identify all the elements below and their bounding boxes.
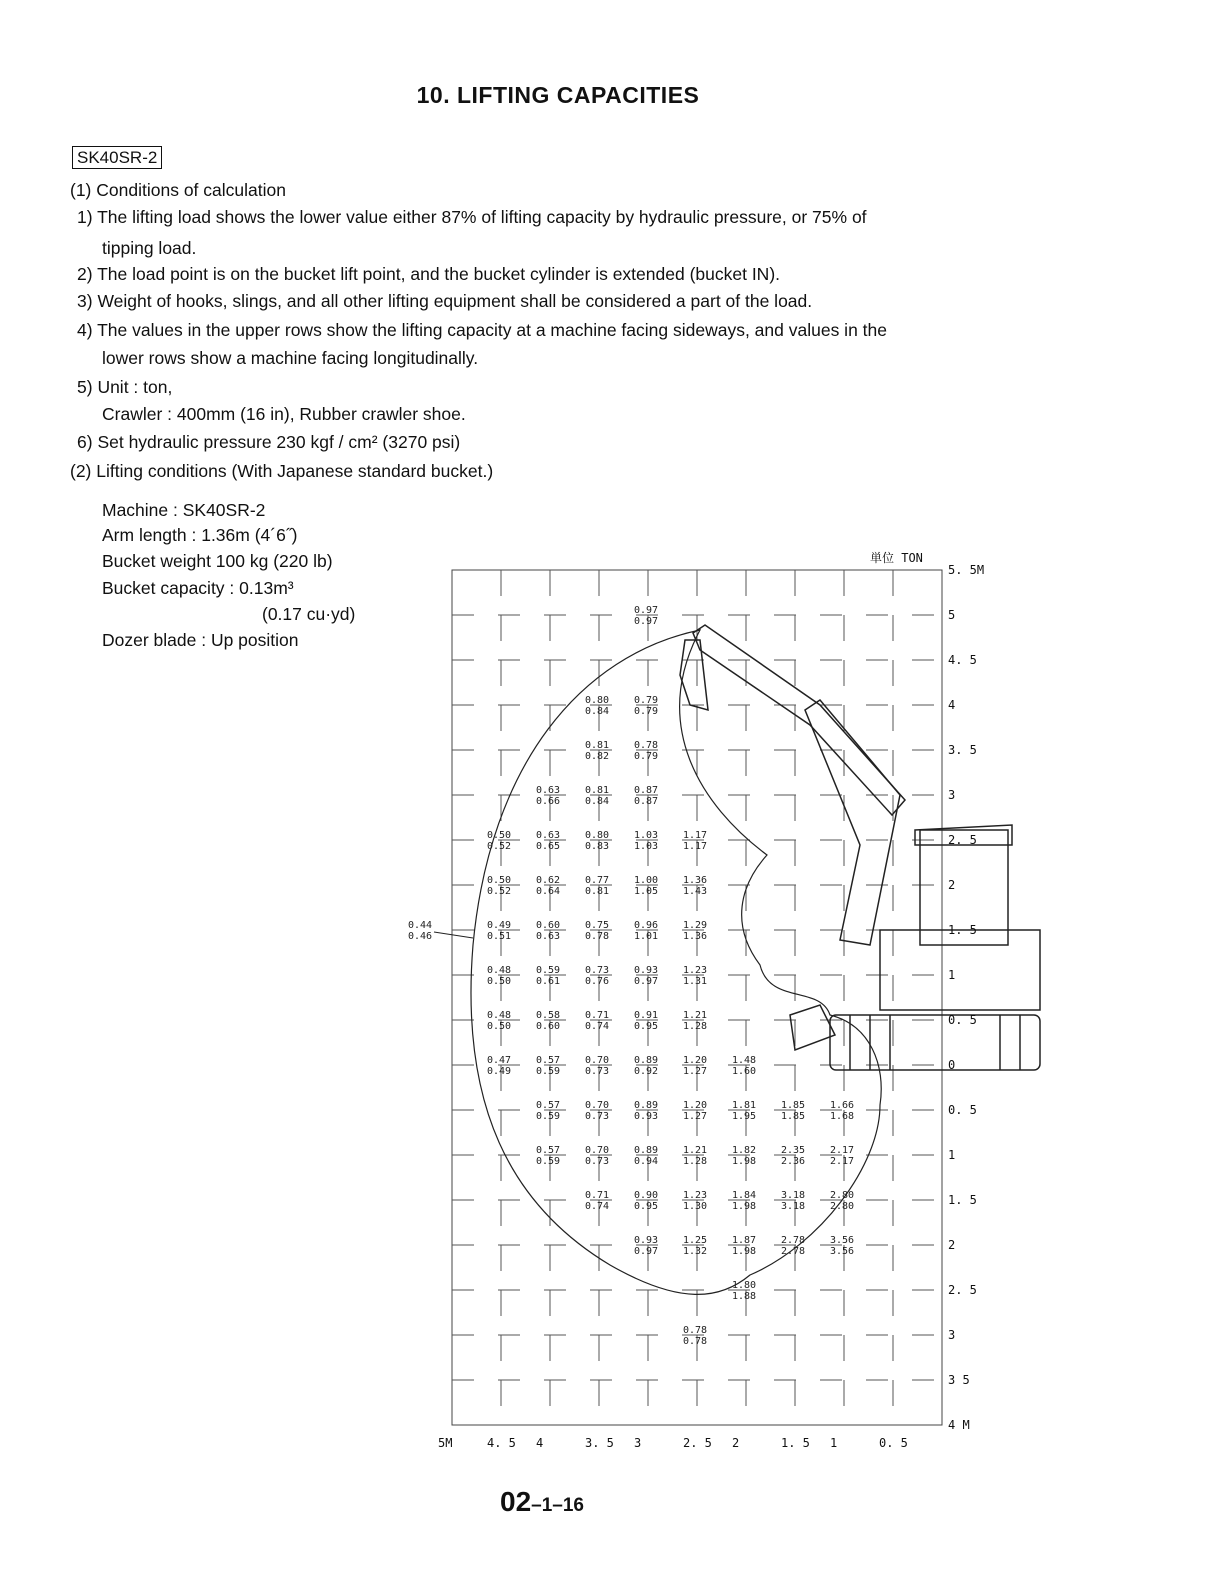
capacity-point bbox=[487, 1055, 511, 1077]
capacity-value-longitudinal: 2.17 bbox=[830, 1156, 855, 1167]
capacity-point bbox=[585, 695, 609, 717]
capacity-value-sideways: 0.93 bbox=[634, 1235, 659, 1246]
height-tick-label: 2 bbox=[948, 878, 956, 892]
capacity-point bbox=[683, 830, 707, 852]
capacity-point bbox=[536, 785, 560, 807]
condition-line: 4) The values in the upper rows show the lifting capacity at a machine facing sideways, and values in the bbox=[77, 320, 887, 340]
radius-tick-label: 4 bbox=[536, 1436, 544, 1450]
working-range-envelope bbox=[471, 630, 881, 1294]
capacity-value-sideways: 1.36 bbox=[683, 875, 708, 886]
capacity-value-sideways: 0.70 bbox=[585, 1145, 610, 1156]
capacity-value-sideways: 1.00 bbox=[634, 875, 659, 886]
excavator-illustration bbox=[680, 625, 1040, 1070]
capacity-point bbox=[536, 1100, 560, 1122]
capacity-value-sideways: 1.23 bbox=[683, 1190, 708, 1201]
capacity-value-sideways: 0.89 bbox=[634, 1100, 659, 1111]
capacity-value-longitudinal: 0.97 bbox=[634, 976, 659, 987]
height-tick-label: 4 bbox=[948, 698, 956, 712]
condition-line: tipping load. bbox=[102, 238, 197, 258]
height-tick-label: 3 bbox=[948, 1328, 956, 1342]
radius-tick-label: 1 bbox=[830, 1436, 838, 1450]
height-tick-label: 5. 5M bbox=[948, 563, 985, 577]
excavator-body bbox=[880, 930, 1040, 1010]
capacity-value-longitudinal: 1.28 bbox=[683, 1021, 708, 1032]
capacity-value-longitudinal: 0.79 bbox=[634, 751, 659, 762]
capacity-point bbox=[536, 830, 560, 852]
height-tick-label: 0 bbox=[948, 1058, 956, 1072]
capacity-value-longitudinal: 0.50 bbox=[487, 976, 512, 987]
radius-tick-label: 1. 5 bbox=[781, 1436, 810, 1450]
capacity-value-sideways: 1.81 bbox=[732, 1100, 757, 1111]
capacity-value-longitudinal: 0.51 bbox=[487, 931, 512, 942]
capacity-value-longitudinal: 1.27 bbox=[683, 1066, 708, 1077]
radius-tick-label: 2 bbox=[732, 1436, 740, 1450]
height-tick-label: 1 bbox=[948, 1148, 956, 1162]
height-tick-label: 3 bbox=[948, 788, 956, 802]
capacity-value-longitudinal: 1.32 bbox=[683, 1246, 708, 1257]
capacity-value-longitudinal: 1.27 bbox=[683, 1111, 708, 1122]
capacity-point bbox=[634, 830, 658, 852]
spec-bucket-capacity: Bucket capacity : 0.13m³ bbox=[102, 578, 294, 598]
capacity-value-sideways: 1.17 bbox=[683, 830, 708, 841]
unit-label: 単位 TON bbox=[870, 551, 923, 565]
capacity-point bbox=[683, 1055, 707, 1077]
capacity-value-longitudinal: 0.83 bbox=[585, 841, 610, 852]
capacity-point bbox=[585, 1145, 609, 1167]
spec-arm-length: Arm length : 1.36m (4´6˝) bbox=[102, 525, 298, 545]
capacity-point bbox=[585, 1190, 609, 1212]
capacity-value-sideways: 0.96 bbox=[634, 920, 659, 931]
capacity-value-longitudinal: 0.66 bbox=[536, 796, 561, 807]
capacity-point bbox=[732, 1190, 756, 1212]
capacity-point bbox=[683, 1100, 707, 1122]
capacity-value-sideways: 1.21 bbox=[683, 1010, 708, 1021]
capacity-point bbox=[732, 1280, 756, 1302]
capacity-value-sideways: 1.80 bbox=[732, 1280, 757, 1291]
capacity-value-sideways: 0.44 bbox=[408, 920, 433, 931]
page-title: 10. LIFTING CAPACITIES bbox=[416, 82, 700, 108]
lifting-capacity-chart bbox=[400, 545, 1060, 1470]
capacity-value-sideways: 0.50 bbox=[487, 875, 512, 886]
capacity-value-longitudinal: 0.52 bbox=[487, 886, 512, 897]
capacity-point bbox=[585, 1055, 609, 1077]
spec-bucket-capacity-imperial: (0.17 cu·yd) bbox=[262, 604, 356, 624]
capacity-value-sideways: 1.48 bbox=[732, 1055, 757, 1066]
height-tick-label: 4. 5 bbox=[948, 653, 977, 667]
capacity-value-sideways: 0.48 bbox=[487, 965, 512, 976]
capacity-point bbox=[487, 965, 511, 987]
capacity-point bbox=[781, 1100, 805, 1122]
capacity-value-longitudinal: 1.68 bbox=[830, 1111, 855, 1122]
capacity-value-longitudinal: 0.97 bbox=[634, 1246, 659, 1257]
height-tick-label: 3. 5 bbox=[948, 743, 977, 757]
capacity-value-sideways: 0.63 bbox=[536, 785, 561, 796]
excavator-arm bbox=[805, 700, 900, 945]
capacity-value-sideways: 0.71 bbox=[585, 1010, 610, 1021]
capacity-value-sideways: 3.56 bbox=[830, 1235, 855, 1246]
capacity-value-longitudinal: 1.60 bbox=[732, 1066, 757, 1077]
capacity-value-longitudinal: 0.84 bbox=[585, 706, 610, 717]
capacity-point bbox=[634, 920, 658, 942]
capacity-point bbox=[781, 1235, 805, 1257]
height-tick-label: 2. 5 bbox=[948, 1283, 977, 1297]
capacity-value-sideways: 0.79 bbox=[634, 695, 659, 706]
capacity-value-sideways: 0.57 bbox=[536, 1100, 561, 1111]
capacity-value-sideways: 2.80 bbox=[830, 1190, 855, 1201]
capacity-value-sideways: 3.18 bbox=[781, 1190, 806, 1201]
capacity-value-sideways: 0.93 bbox=[634, 965, 659, 976]
capacity-point bbox=[536, 965, 560, 987]
capacity-point bbox=[634, 1055, 658, 1077]
capacity-value-longitudinal: 2.78 bbox=[781, 1246, 806, 1257]
capacity-value-longitudinal: 0.63 bbox=[536, 931, 561, 942]
capacity-value-sideways: 0.57 bbox=[536, 1145, 561, 1156]
capacity-value-longitudinal: 1.05 bbox=[634, 886, 659, 897]
capacity-point bbox=[585, 740, 609, 762]
capacity-point bbox=[634, 965, 658, 987]
capacity-point bbox=[683, 1145, 707, 1167]
capacity-value-sideways: 1.25 bbox=[683, 1235, 708, 1246]
capacity-value-sideways: 0.63 bbox=[536, 830, 561, 841]
capacity-value-longitudinal: 0.61 bbox=[536, 976, 561, 987]
capacity-value-sideways: 0.80 bbox=[585, 695, 610, 706]
capacity-point bbox=[683, 1010, 707, 1032]
height-tick-label: 1. 5 bbox=[948, 1193, 977, 1207]
capacity-value-sideways: 0.87 bbox=[634, 785, 659, 796]
capacity-point bbox=[830, 1100, 854, 1122]
capacity-value-sideways: 0.97 bbox=[634, 605, 659, 616]
capacity-point bbox=[634, 1190, 658, 1212]
condition-line: 3) Weight of hooks, slings, and all other lifting equipment shall be considered a part of the load. bbox=[77, 291, 813, 311]
model-tag: SK40SR-2 bbox=[72, 146, 162, 169]
capacity-value-sideways: 0.60 bbox=[536, 920, 561, 931]
capacity-value-longitudinal: 2.36 bbox=[781, 1156, 806, 1167]
capacity-value-longitudinal: 0.93 bbox=[634, 1111, 659, 1122]
condition-line: 5) Unit : ton, bbox=[77, 377, 173, 397]
radius-tick-label: 3. 5 bbox=[585, 1436, 614, 1450]
capacity-value-longitudinal: 0.52 bbox=[487, 841, 512, 852]
capacity-value-sideways: 0.81 bbox=[585, 740, 610, 751]
height-tick-label: 2. 5 bbox=[948, 833, 977, 847]
capacity-value-longitudinal: 0.74 bbox=[585, 1201, 610, 1212]
capacity-value-longitudinal: 0.74 bbox=[585, 1021, 610, 1032]
capacity-value-sideways: 1.87 bbox=[732, 1235, 757, 1246]
capacity-value-sideways: 0.90 bbox=[634, 1190, 659, 1201]
capacity-value-sideways: 0.78 bbox=[683, 1325, 708, 1336]
capacity-value-sideways: 0.47 bbox=[487, 1055, 512, 1066]
capacity-value-sideways: 0.78 bbox=[634, 740, 659, 751]
capacity-point bbox=[585, 920, 609, 942]
capacity-value-longitudinal: 1.43 bbox=[683, 886, 708, 897]
height-tick-label: 1. 5 bbox=[948, 923, 977, 937]
capacity-value-sideways: 0.58 bbox=[536, 1010, 561, 1021]
capacity-point bbox=[683, 920, 707, 942]
capacity-value-longitudinal: 0.59 bbox=[536, 1066, 561, 1077]
capacity-point bbox=[487, 875, 511, 897]
capacity-value-longitudinal: 1.88 bbox=[732, 1291, 757, 1302]
chart-axis-labels bbox=[438, 551, 984, 1450]
capacity-value-sideways: 1.66 bbox=[830, 1100, 855, 1111]
capacity-point bbox=[634, 875, 658, 897]
capacity-point bbox=[536, 1010, 560, 1032]
capacity-point bbox=[585, 785, 609, 807]
spec-machine: Machine : SK40SR-2 bbox=[102, 500, 266, 520]
capacity-point bbox=[732, 1100, 756, 1122]
capacity-value-longitudinal: 0.65 bbox=[536, 841, 561, 852]
capacity-value-sideways: 0.57 bbox=[536, 1055, 561, 1066]
capacity-value-longitudinal: 1.01 bbox=[634, 931, 659, 942]
capacity-point bbox=[683, 875, 707, 897]
capacity-value-longitudinal: 0.59 bbox=[536, 1156, 561, 1167]
height-tick-label: 5 bbox=[948, 608, 956, 622]
capacity-value-longitudinal: 1.98 bbox=[732, 1201, 757, 1212]
excavator-bucket bbox=[680, 640, 708, 710]
capacity-value-sideways: 0.75 bbox=[585, 920, 610, 931]
capacity-value-longitudinal: 0.87 bbox=[634, 796, 659, 807]
capacity-point bbox=[683, 965, 707, 987]
radius-tick-label: 2. 5 bbox=[683, 1436, 712, 1450]
height-tick-label: 3 5 bbox=[948, 1373, 970, 1387]
capacity-value-longitudinal: 0.95 bbox=[634, 1201, 659, 1212]
capacity-point bbox=[634, 1235, 658, 1257]
capacity-point bbox=[536, 920, 560, 942]
capacity-value-longitudinal: 0.82 bbox=[585, 751, 610, 762]
capacity-point bbox=[781, 1145, 805, 1167]
capacity-value-sideways: 1.82 bbox=[732, 1145, 757, 1156]
capacity-value-longitudinal: 0.81 bbox=[585, 886, 610, 897]
capacity-value-longitudinal: 0.59 bbox=[536, 1111, 561, 1122]
condition-line: 1) The lifting load shows the lower value either 87% of lifting capacity by hydraulic pressure, or 75% of bbox=[77, 207, 867, 227]
capacity-value-longitudinal: 0.95 bbox=[634, 1021, 659, 1032]
excavator-boom bbox=[693, 625, 905, 815]
capacity-value-sideways: 0.48 bbox=[487, 1010, 512, 1021]
capacity-point bbox=[487, 830, 511, 852]
capacity-point bbox=[536, 1055, 560, 1077]
capacity-value-longitudinal: 0.73 bbox=[585, 1156, 610, 1167]
height-tick-label: 1 bbox=[948, 968, 956, 982]
capacity-value-sideways: 0.81 bbox=[585, 785, 610, 796]
condition-line: (2) Lifting conditions (With Japanese standard bucket.) bbox=[70, 461, 494, 481]
capacity-value-sideways: 2.78 bbox=[781, 1235, 806, 1246]
capacity-point bbox=[683, 1190, 707, 1212]
capacity-value-sideways: 1.03 bbox=[634, 830, 659, 841]
spec-dozer-blade: Dozer blade : Up position bbox=[102, 630, 299, 650]
page-number: 02–1–16 bbox=[500, 1486, 584, 1517]
capacity-value-longitudinal: 1.28 bbox=[683, 1156, 708, 1167]
capacity-value-longitudinal: 0.78 bbox=[683, 1336, 708, 1347]
capacity-value-sideways: 0.62 bbox=[536, 875, 561, 886]
capacity-point bbox=[634, 695, 658, 717]
height-tick-label: 4 M bbox=[948, 1418, 970, 1432]
radius-tick-label: 4. 5 bbox=[487, 1436, 516, 1450]
chart-grid bbox=[452, 570, 942, 1425]
height-tick-label: 0. 5 bbox=[948, 1013, 977, 1027]
capacity-point bbox=[732, 1235, 756, 1257]
capacity-value-sideways: 1.85 bbox=[781, 1100, 806, 1111]
capacity-value-longitudinal: 1.85 bbox=[781, 1111, 806, 1122]
condition-line: lower rows show a machine facing longitudinally. bbox=[102, 348, 479, 368]
capacity-value-longitudinal: 0.78 bbox=[585, 931, 610, 942]
capacity-value-longitudinal: 1.31 bbox=[683, 976, 708, 987]
condition-line: (1) Conditions of calculation bbox=[70, 180, 286, 200]
capacity-value-sideways: 0.59 bbox=[536, 965, 561, 976]
capacity-value-longitudinal: 1.98 bbox=[732, 1156, 757, 1167]
capacity-value-longitudinal: 1.95 bbox=[732, 1111, 757, 1122]
capacity-point bbox=[830, 1145, 854, 1167]
capacity-point bbox=[487, 920, 511, 942]
capacity-value-sideways: 0.49 bbox=[487, 920, 512, 931]
capacity-value-longitudinal: 0.73 bbox=[585, 1066, 610, 1077]
capacity-value-longitudinal: 0.84 bbox=[585, 796, 610, 807]
capacity-value-sideways: 2.35 bbox=[781, 1145, 806, 1156]
capacity-value-longitudinal: 3.18 bbox=[781, 1201, 806, 1212]
capacity-value-sideways: 0.89 bbox=[634, 1145, 659, 1156]
capacity-value-longitudinal: 0.92 bbox=[634, 1066, 659, 1077]
capacity-point bbox=[536, 875, 560, 897]
excavator-crawler bbox=[830, 1015, 1040, 1070]
capacity-value-sideways: 1.29 bbox=[683, 920, 708, 931]
capacity-point bbox=[683, 1325, 707, 1347]
capacity-point bbox=[781, 1190, 805, 1212]
capacity-value-longitudinal: 0.73 bbox=[585, 1111, 610, 1122]
capacity-point bbox=[585, 1010, 609, 1032]
capacity-point bbox=[634, 785, 658, 807]
capacity-point bbox=[634, 1145, 658, 1167]
condition-line: 2) The load point is on the bucket lift point, and the bucket cylinder is extended (bucket IN). bbox=[77, 264, 781, 284]
capacity-points bbox=[408, 605, 854, 1347]
radius-tick-label: 3 bbox=[634, 1436, 642, 1450]
capacity-value-longitudinal: 3.56 bbox=[830, 1246, 855, 1257]
capacity-point bbox=[830, 1235, 854, 1257]
capacity-point bbox=[585, 1100, 609, 1122]
capacity-value-sideways: 1.21 bbox=[683, 1145, 708, 1156]
capacity-value-sideways: 0.91 bbox=[634, 1010, 659, 1021]
capacity-value-longitudinal: 0.50 bbox=[487, 1021, 512, 1032]
capacity-value-longitudinal: 1.36 bbox=[683, 931, 708, 942]
capacity-value-longitudinal: 0.94 bbox=[634, 1156, 659, 1167]
radius-tick-label: 0. 5 bbox=[879, 1436, 908, 1450]
condition-line: 6) Set hydraulic pressure 230 kgf / cm² (3270 psi) bbox=[77, 432, 461, 452]
capacity-point bbox=[634, 605, 658, 627]
leader-line bbox=[434, 932, 473, 938]
capacity-point bbox=[585, 830, 609, 852]
spec-bucket-weight: Bucket weight 100 kg (220 lb) bbox=[102, 551, 333, 571]
capacity-point bbox=[634, 1010, 658, 1032]
capacity-value-sideways: 0.71 bbox=[585, 1190, 610, 1201]
capacity-value-sideways: 1.84 bbox=[732, 1190, 757, 1201]
capacity-point bbox=[487, 1010, 511, 1032]
capacity-value-sideways: 1.20 bbox=[683, 1055, 708, 1066]
capacity-value-sideways: 0.70 bbox=[585, 1100, 610, 1111]
capacity-point bbox=[634, 740, 658, 762]
capacity-value-sideways: 0.77 bbox=[585, 875, 610, 886]
height-tick-label: 0. 5 bbox=[948, 1103, 977, 1117]
capacity-value-longitudinal: 0.49 bbox=[487, 1066, 512, 1077]
capacity-value-sideways: 0.50 bbox=[487, 830, 512, 841]
capacity-point bbox=[830, 1190, 854, 1212]
capacity-point bbox=[732, 1145, 756, 1167]
capacity-point bbox=[732, 1055, 756, 1077]
capacity-value-sideways: 0.80 bbox=[585, 830, 610, 841]
capacity-point bbox=[683, 1235, 707, 1257]
side-capacity-point bbox=[408, 920, 473, 942]
capacity-value-longitudinal: 2.80 bbox=[830, 1201, 855, 1212]
capacity-value-longitudinal: 0.60 bbox=[536, 1021, 561, 1032]
capacity-value-longitudinal: 1.98 bbox=[732, 1246, 757, 1257]
capacity-value-sideways: 0.70 bbox=[585, 1055, 610, 1066]
capacity-point bbox=[585, 965, 609, 987]
capacity-value-longitudinal: 1.17 bbox=[683, 841, 708, 852]
capacity-value-longitudinal: 0.97 bbox=[634, 616, 659, 627]
capacity-point bbox=[634, 1100, 658, 1122]
capacity-value-sideways: 1.20 bbox=[683, 1100, 708, 1111]
capacity-value-longitudinal: 0.76 bbox=[585, 976, 610, 987]
capacity-value-longitudinal: 0.46 bbox=[408, 931, 433, 942]
capacity-value-sideways: 0.89 bbox=[634, 1055, 659, 1066]
capacity-value-sideways: 2.17 bbox=[830, 1145, 855, 1156]
capacity-value-longitudinal: 1.03 bbox=[634, 841, 659, 852]
height-tick-label: 2 bbox=[948, 1238, 956, 1252]
capacity-value-sideways: 0.73 bbox=[585, 965, 610, 976]
capacity-value-sideways: 1.23 bbox=[683, 965, 708, 976]
capacity-point bbox=[536, 1145, 560, 1167]
capacity-value-longitudinal: 0.64 bbox=[536, 886, 561, 897]
condition-line: Crawler : 400mm (16 in), Rubber crawler shoe. bbox=[102, 404, 466, 424]
capacity-value-longitudinal: 1.30 bbox=[683, 1201, 708, 1212]
capacity-value-longitudinal: 0.79 bbox=[634, 706, 659, 717]
capacity-point bbox=[585, 875, 609, 897]
radius-tick-label: 5M bbox=[438, 1436, 453, 1450]
